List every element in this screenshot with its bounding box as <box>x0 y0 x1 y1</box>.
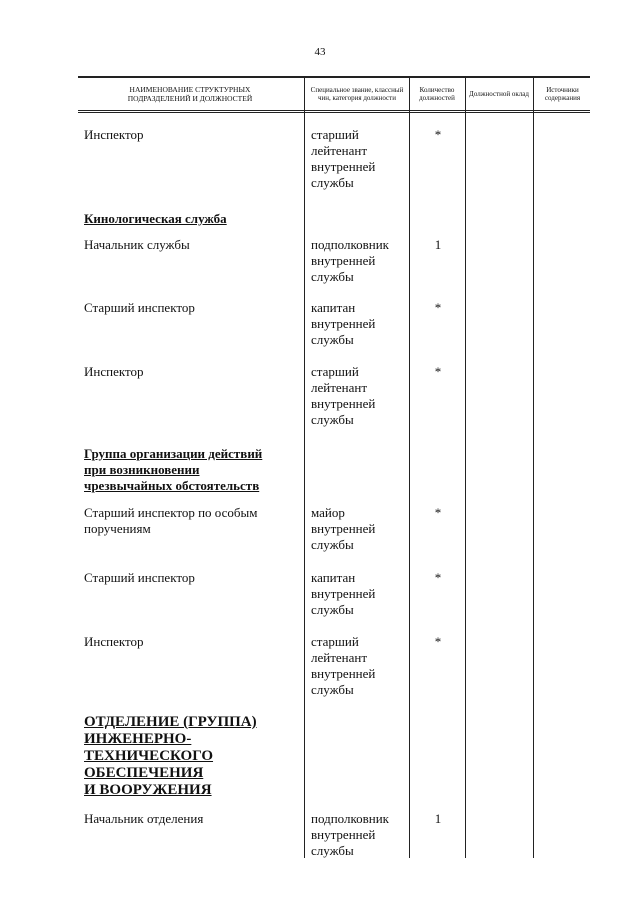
position-quantity: * <box>434 364 442 379</box>
column-divider-1 <box>304 76 305 858</box>
table-header-bottom-border-2 <box>78 112 590 113</box>
column-divider-2 <box>409 76 410 858</box>
position-rank: майор внутренней службы <box>311 505 376 552</box>
position-rank: старший лейтенант внутренней службы <box>311 634 376 697</box>
position-rank: старший лейтенант внутренней службы <box>311 127 376 190</box>
position-name: Старший инспектор <box>84 300 195 315</box>
section-heading-cynology: Кинологическая служба <box>84 211 227 226</box>
position-rank: подполковник внутренней службы <box>311 811 389 858</box>
table-top-border <box>78 76 590 78</box>
position-rank: капитан внутренней службы <box>311 570 376 617</box>
position-name: Инспектор <box>84 634 144 649</box>
column-divider-4 <box>533 76 534 858</box>
position-rank: старший лейтенант внутренней службы <box>311 364 376 427</box>
header-rank: Специальное звание, классный чин, категория должности <box>310 85 404 102</box>
position-name: Старший инспектор по особым поручениям <box>84 505 258 536</box>
section-heading-line: ОТДЕЛЕНИЕ (ГРУППА) <box>84 714 257 730</box>
position-name: Инспектор <box>84 364 144 379</box>
section-heading-line: ОБЕСПЕЧЕНИЯ <box>84 765 204 781</box>
section-heading-line: И ВООРУЖЕНИЯ <box>84 782 212 798</box>
table-header-bottom-border <box>78 110 590 111</box>
position-quantity: * <box>434 570 442 585</box>
column-divider-3 <box>465 76 466 858</box>
position-quantity: * <box>434 127 442 142</box>
section-heading-line: ТЕХНИЧЕСКОГО <box>84 748 214 764</box>
position-quantity: * <box>434 505 442 520</box>
header-quantity: Количество должностей <box>419 85 455 102</box>
position-quantity: * <box>434 634 442 649</box>
header-salary: Должностной оклад <box>469 89 529 98</box>
position-name: Инспектор <box>84 127 144 142</box>
position-rank: капитан внутренней службы <box>311 300 376 347</box>
header-sources: Источники содержания <box>544 85 581 102</box>
position-quantity: 1 <box>434 811 442 826</box>
page-number: 43 <box>314 46 326 58</box>
position-name: Старший инспектор <box>84 570 195 585</box>
section-heading-line: при возникновении <box>84 462 200 477</box>
position-name: Начальник службы <box>84 237 190 252</box>
position-rank: подполковник внутренней службы <box>311 237 389 284</box>
position-name: Начальник отделения <box>84 811 204 826</box>
section-heading-line: чрезвычайных обстоятельств <box>84 478 260 493</box>
section-heading-line: Группа организации действий <box>84 446 263 461</box>
section-heading-line: ИНЖЕНЕРНО- <box>84 731 192 747</box>
position-quantity: * <box>434 300 442 315</box>
header-structural-units: НАИМЕНОВАНИЕ СТРУКТУРНЫХ ПОДРАЗДЕЛЕНИЙ И ДОЛЖНОСТЕЙ <box>127 85 253 103</box>
position-quantity: 1 <box>434 237 442 252</box>
